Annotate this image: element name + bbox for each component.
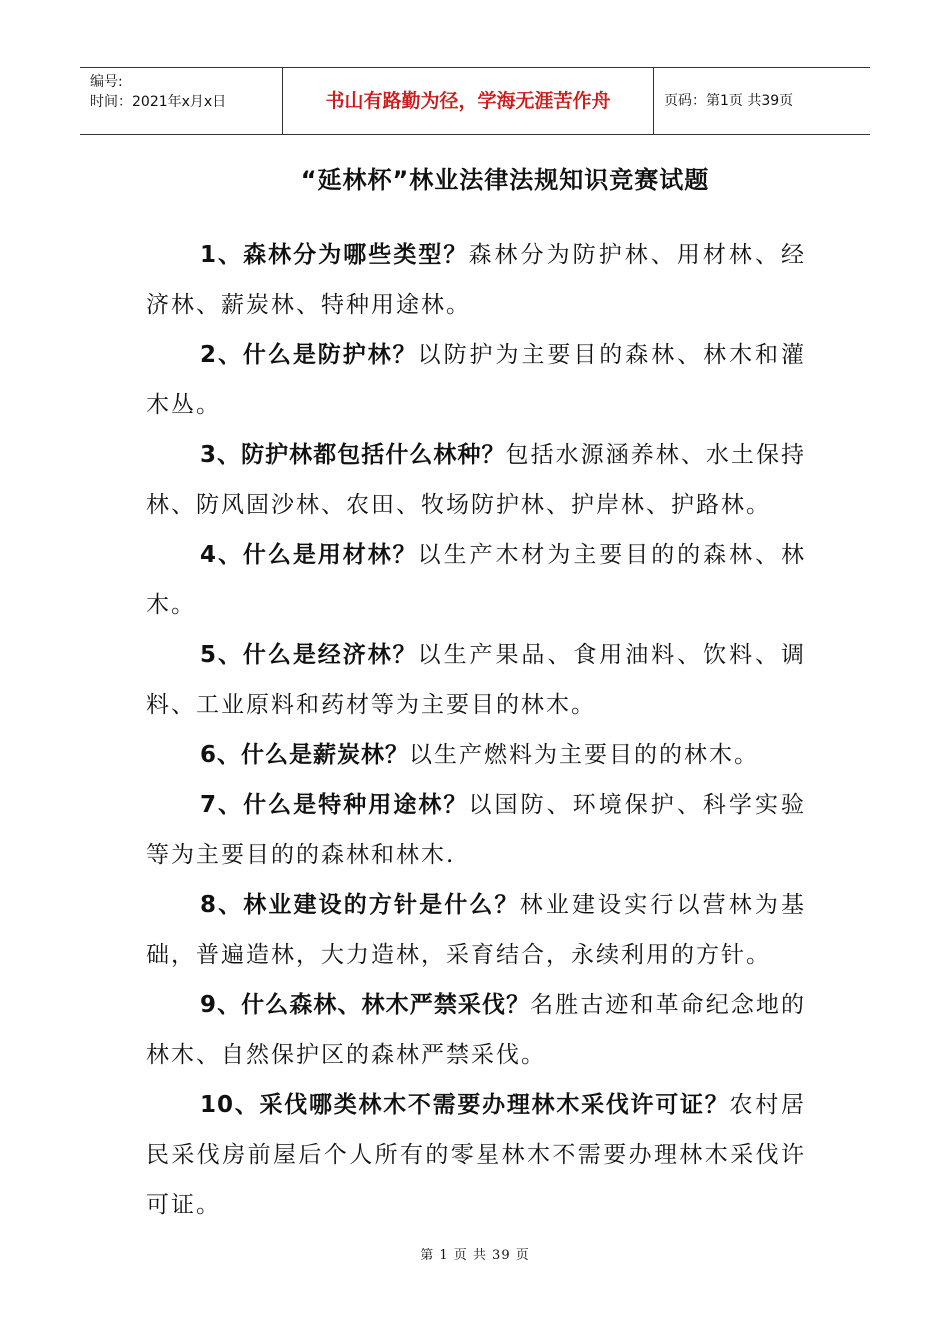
answer: 林业建设实行以营林为基础，普遍造林，大力造林，采育结合，永续利用的方针。: [146, 892, 807, 968]
page-header: [80, 67, 870, 135]
page-footer: 第 1 页 共 39 页: [420, 1248, 530, 1263]
answer: 以防护为主要目的森林、林木和灌木丛。: [146, 342, 806, 418]
question: 4、什么是用材林？: [200, 542, 418, 568]
qa-item: [146, 230, 806, 330]
answer: 以生产燃料为主要目的的林木。: [409, 742, 760, 768]
question: 6、什么是薪炭林？: [200, 742, 410, 768]
qa-item: [146, 730, 806, 780]
question: 5、什么是经济林？: [200, 642, 418, 668]
header-page-info: 页码：第1页 共39页: [664, 93, 794, 109]
answer: 以国防、环境保护、科学实验等为主要目的的森林和林木.: [146, 792, 806, 868]
qa-item: [146, 880, 806, 980]
qa-list: [146, 230, 806, 1230]
question: 3、防护林都包括什么林种？: [200, 442, 506, 468]
qa-item: [146, 780, 806, 880]
header-motto: 书山有路勤为径，学海无涯苦作舟: [282, 68, 654, 134]
qa-item: [146, 630, 806, 730]
answer: 名胜古迹和革命纪念地的林木、自然保护区的森林严禁采伐。: [146, 992, 806, 1068]
qa-item: [146, 980, 806, 1080]
question: 7、什么是特种用途林？: [200, 792, 469, 818]
time-label: 时间：2021年x月x日: [90, 94, 227, 110]
question: 1、森林分为哪些类型？: [200, 242, 469, 268]
qa-item: [146, 530, 806, 630]
answer: 以生产果品、食用油料、饮料、调料、工业原料和药材等为主要目的林木。: [146, 642, 806, 718]
qa-item: [146, 330, 806, 430]
answer: 森林分为防护林、用材林、经济林、薪炭林、特种用途林。: [146, 242, 806, 318]
qa-item: [146, 1080, 806, 1230]
question: 2、什么是防护林？: [200, 342, 418, 368]
qa-item: [146, 430, 806, 530]
answer: 农村居民采伐房前屋后个人所有的零星林木不需要办理林木采伐许可证。: [146, 1092, 806, 1218]
document-title: “延林杯”林业法律法规知识竞赛试题: [300, 166, 710, 194]
answer: 以生产木材为主要目的的森林、林木。: [146, 542, 806, 618]
question: 10、采伐哪类林木不需要办理林木采伐许可证？: [200, 1092, 730, 1118]
question: 9、什么森林、林木严禁采伐？: [200, 992, 531, 1018]
question: 8、林业建设的方针是什么？: [200, 892, 520, 918]
answer: 包括水源涵养林、水土保持林、防风固沙林、农田、牧场防护林、护岸林、护路林。: [146, 442, 806, 518]
header-meta: [80, 68, 282, 134]
number-label: 编号:: [90, 74, 123, 90]
